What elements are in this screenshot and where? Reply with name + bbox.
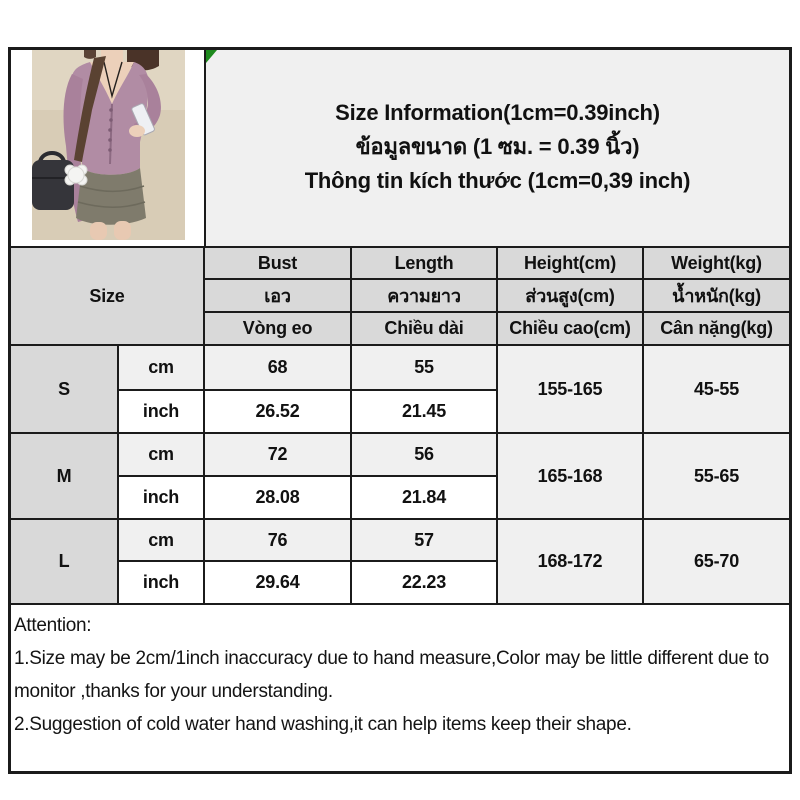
size-label-s: S — [11, 345, 118, 433]
col-weight-vi: Cân nặng(kg) — [643, 312, 789, 345]
corner-flag-icon — [206, 50, 217, 63]
unit-cm: cm — [118, 345, 204, 390]
size-label-l: L — [11, 519, 118, 603]
col-length-vi: Chiều dài — [351, 312, 497, 345]
size-header: Size — [11, 248, 204, 345]
l-height: 168-172 — [497, 519, 643, 603]
col-bust-vi: Vòng eo — [204, 312, 351, 345]
table-row-s-cm — [11, 345, 789, 390]
s-length-cm: 55 — [351, 345, 497, 390]
col-weight-th: น้ำหนัก(kg) — [643, 279, 789, 312]
s-length-inch: 21.45 — [351, 390, 497, 433]
s-weight: 45-55 — [643, 345, 789, 433]
unit-cm: cm — [118, 433, 204, 476]
m-bust-inch: 28.08 — [204, 476, 351, 519]
l-length-cm: 57 — [351, 519, 497, 561]
col-height-vi: Chiều cao(cm) — [497, 312, 643, 345]
m-height: 165-168 — [497, 433, 643, 519]
col-length-th: ความยาว — [351, 279, 497, 312]
unit-inch: inch — [118, 561, 204, 603]
m-length-cm: 56 — [351, 433, 497, 476]
unit-cm: cm — [118, 519, 204, 561]
col-weight-en: Weight(kg) — [643, 248, 789, 279]
top-section — [11, 50, 789, 248]
s-bust-inch: 26.52 — [204, 390, 351, 433]
col-length-en: Length — [351, 248, 497, 279]
model-photo — [32, 50, 185, 240]
l-bust-inch: 29.64 — [204, 561, 351, 603]
size-table — [11, 248, 789, 603]
unit-inch: inch — [118, 476, 204, 519]
size-chart-sheet — [8, 47, 792, 774]
col-height-th: ส่วนสูง(cm) — [497, 279, 643, 312]
s-height: 155-165 — [497, 345, 643, 433]
m-bust-cm: 72 — [204, 433, 351, 476]
attention-note-1: 1.Size may be 2cm/1inch inaccuracy due to hand measure,Color may be little different due to monitor ,thanks for your understanding. — [14, 648, 769, 702]
title-vietnamese: Thông tin kích thước (1cm=0,39 inch) — [304, 168, 691, 193]
title-english: Size Information(1cm=0.39inch) — [335, 100, 660, 125]
attention-heading: Attention: — [14, 615, 92, 636]
attention-section — [11, 603, 789, 771]
table-row-m-cm — [11, 433, 789, 476]
title-cell — [204, 50, 789, 246]
col-bust-en: Bust — [204, 248, 351, 279]
title-thai: ข้อมูลขนาด (1 ซม. = 0.39 นิ้ว) — [355, 134, 640, 159]
unit-inch: inch — [118, 390, 204, 433]
header-row-en — [11, 248, 789, 279]
product-photo-cell — [11, 50, 204, 246]
l-bust-cm: 76 — [204, 519, 351, 561]
m-weight: 55-65 — [643, 433, 789, 519]
m-length-inch: 21.84 — [351, 476, 497, 519]
attention-note-2: 2.Suggestion of cold water hand washing,it can help items keep their shape. — [14, 714, 632, 735]
s-bust-cm: 68 — [204, 345, 351, 390]
l-weight: 65-70 — [643, 519, 789, 603]
col-bust-th: เอว — [204, 279, 351, 312]
col-height-en: Height(cm) — [497, 248, 643, 279]
l-length-inch: 22.23 — [351, 561, 497, 603]
table-row-l-cm — [11, 519, 789, 561]
size-label-m: M — [11, 433, 118, 519]
